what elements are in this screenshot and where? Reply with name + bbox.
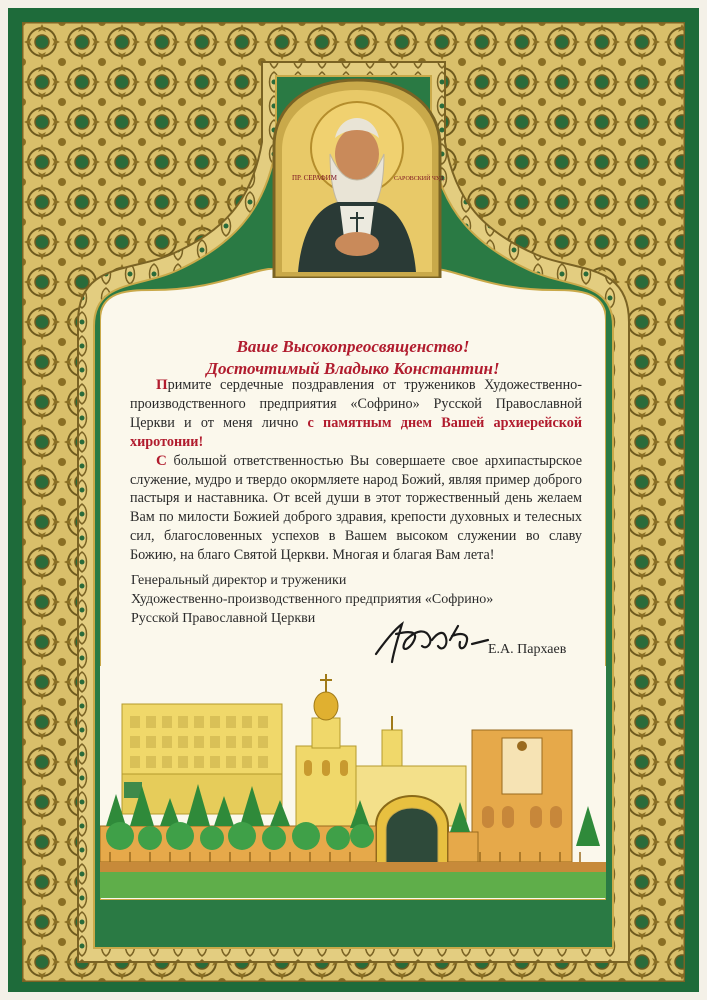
dropcap-1: П (156, 377, 168, 393)
saint-icon (268, 76, 446, 278)
paragraph-2 (130, 452, 582, 565)
icon-left-caption: ПР. СЕРАФИМ (292, 174, 337, 182)
paragraph-1 (130, 376, 582, 452)
paragraph-1-text: римите сердечные поздравления от тружеников Художественно-производственного предприятия «Софрино» Русской Православной Церкви и от меня лично (130, 377, 582, 431)
signature-line-1: Генеральный директор и труженики (131, 573, 347, 588)
signatory-name: Е.А. Пархаев (488, 642, 567, 657)
greeting-line-1: Ваше Высокопреосвященство! (236, 337, 470, 356)
letter-body (130, 376, 582, 565)
paragraph-2-text: большой ответственностью Вы совершаете свое архипастырское служение, мудро и твердо окормляете народ Божий, являя пример доброго пастыря и наставника. От всей души в этот торжественный день желаем Вам по милости Божией доброго здравия, крепости духовных и телесных сил, благословенных успехов в Вашем высоком служении во славу Божию, на благо Святой Церкви. Многая и благая Вам лета! (130, 452, 582, 564)
greeting (110, 336, 596, 380)
greeting-line-2: Досточтимый Владыко Константин! (206, 359, 500, 378)
dropcap-2: С (156, 452, 167, 469)
monastery-illustration (100, 666, 606, 898)
paragraph-1-highlight: с памятным днем Вашей архиерейской хиротонии! (130, 414, 582, 450)
signature-line-3: Русской Православной Церкви (131, 611, 316, 626)
handwritten-signature (372, 610, 492, 670)
signature-line-2: Художественно-производственного предприятия «Софрино» (131, 592, 494, 607)
icon-right-caption: САРОВСКИЙ ЧУД. (394, 176, 446, 182)
